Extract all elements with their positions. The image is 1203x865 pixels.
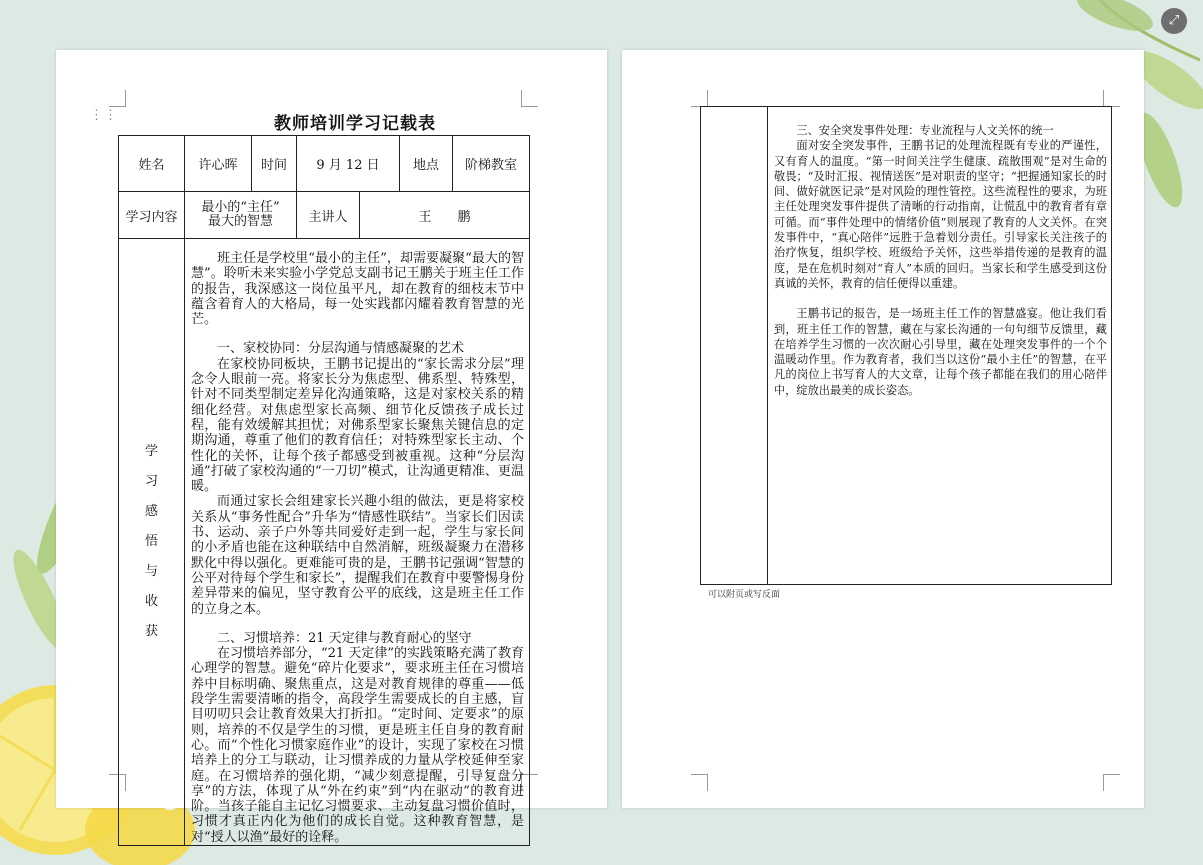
table-move-handle-icon[interactable]: ⋮⋮ <box>90 108 118 123</box>
crop-mark <box>1103 774 1120 791</box>
document-page-2 <box>622 50 1144 808</box>
reflection-char: 悟 <box>144 533 158 549</box>
paragraph: 王鹏书记的报告，是一场班主任工作的智慧盛宴。他让我们看到，班主任工作的智慧，藏在与家长沟通的一句句细节反馈里，藏在培养学生习惯的一次次耐心引导里，藏在处理突发事件的一个个温暖动作里。作为教育者，我们当以这份“最小主任”的智慧，在平凡的岗位上书写育人的大文章，让每个孩子都能在我们的用心陪伴中，绽放出最美的成长姿态。 <box>774 307 1107 397</box>
expand-icon[interactable]: ⤢ <box>1161 8 1187 34</box>
name-value[interactable]: 许心晖 <box>185 136 252 192</box>
footnote: 可以附页或写反面 <box>708 590 781 600</box>
place-label: 地点 <box>400 136 453 192</box>
crop-mark <box>109 90 126 107</box>
reflection-char: 习 <box>144 473 158 489</box>
crop-mark <box>691 774 708 791</box>
crop-mark <box>521 90 538 107</box>
reflection-body[interactable] <box>185 239 530 846</box>
crop-mark <box>1103 90 1120 107</box>
speaker-value[interactable]: 王 鹏 <box>360 192 530 239</box>
section-heading: 三、安全突发事件处理：专业流程与人文关怀的统一 <box>796 124 1054 137</box>
paragraph: 在习惯培养部分，“21 天定律”的实践策略充满了教育心理学的智慧。避免“碎片化要求”，要求班主任在习惯培养中目标明确、聚焦重点，这是对教育规律的尊重——低段学生需要清晰的指令，高段学生需要成长的自主感，盲目叨叨只会让教育效果大打折扣。“定时间、定要求”的原则，培养的不仅是学生的习惯，更是班主任自身的教育耐心。而“个性化习惯家庭作业”的设计，实现了家校在习惯培养上的分工与联动，让习惯养成的力量从学校延伸至家庭。在习惯培养的强化期，“减少刻意提醒，引导复盘分享”的方法，体现了从“外在约束”到“内在驱动”的教育进阶。当孩子能自主记忆习惯要求、主动复盘习惯价值时，习惯才真正内化为他们的成长自觉。这种教育智慧，是对“授人以渔”最好的诠释。 <box>191 646 524 845</box>
reflection-char: 与 <box>144 563 158 579</box>
time-value[interactable]: 9 月 12 日 <box>297 136 400 192</box>
name-label: 姓名 <box>119 136 185 192</box>
form-title: 教师培训学习记载表 <box>274 114 436 134</box>
document-page-1 <box>56 50 607 845</box>
topic-line-2: 最大的智慧 <box>207 214 273 229</box>
speaker-label: 主讲人 <box>297 192 360 239</box>
record-table-continued <box>700 106 1112 585</box>
topic-line-1: 最小的“主任” <box>201 200 280 215</box>
place-value[interactable]: 阶梯教室 <box>453 136 530 192</box>
reflection-body-continued[interactable] <box>768 107 1112 585</box>
content-label: 学习内容 <box>119 192 185 239</box>
record-table <box>118 135 530 846</box>
section-heading: 二、习惯培养：21 天定律与教育耐心的坚守 <box>217 630 472 646</box>
paragraph: 在家校协同板块，王鹏书记提出的“家长需求分层”理念令人眼前一亮。将家长分为焦虑型、佛系型、特殊型，针对不同类型制定差异化沟通策略，这是对家校关系的精细化经营。对焦虑型家长高频、细节化反馈孩子成长过程，能有效缓解其担忧；对佛系型家长聚焦关键信息的定期沟通，尊重了他们的教育信任；对特殊型家长主动、个性化的关怀，让每个孩子都感受到被重视。这种“分层沟通”打破了家校沟通的“一刀切”模式，让沟通更精准、更温暖。 <box>191 356 524 495</box>
paragraph: 而通过家长会组建家长兴趣小组的做法，更是将家校关系从“事务性配合”升华为“情感性联结”。当家长们因读书、运动、亲子户外等共同爱好走到一起，学生与家长间的小矛盾也能在这种联结中自然消解，班级凝聚力在潜移默化中得以强化。更难能可贵的是，王鹏书记强调“智慧的公平对待每个学生和家长”，提醒我们在教育中要警惕身份差异带来的偏见，坚守教育公平的底线，这是班主任工作的立身之本。 <box>191 494 524 617</box>
crop-mark <box>691 90 708 107</box>
time-label: 时间 <box>252 136 297 192</box>
reflection-char: 获 <box>144 623 158 639</box>
reflection-label-cell <box>701 107 768 585</box>
reflection-char: 学 <box>144 443 158 459</box>
paragraph: 班主任是学校里“最小的主任”，却需要凝聚“最大的智慧”。聆听未来实验小学党总支副书记王鹏关于班主任工作的报告，我深感这一岗位虽平凡，却在教育的细枝末节中蕴含着育人的大格局，每一处实践都闪耀着教育智慧的光芒。 <box>191 251 524 328</box>
topic-value[interactable] <box>185 192 297 239</box>
reflection-label <box>119 239 185 846</box>
paragraph: 面对安全突发事件，王鹏书记的处理流程既有专业的严谨性，又有育人的温度。“第一时间关注学生健康、疏散围观”是对生命的敬畏；“及时汇报、视情送医”是对职责的坚守；“把握通知家长的时间、做好就医记录”是对风险的理性管控。这些流程性的要求，为班主任处理突发事件提供了清晰的行动指南，让慌乱中的教育者有章可循。而“事件处理中的情绪价值”则展现了教育的人文关怀。在突发事件中，“真心陪伴”远胜于急着划分责任。引导家长关注孩子的治疗恢复，组织学校、班级给予关怀，这些举措传递的是教育的温度，是在危机时刻对“育人”本质的回归。当家长和学生感受到这份真诚的关怀，教育的信任便得以重建。 <box>774 139 1107 290</box>
reflection-char: 感 <box>144 503 158 519</box>
reflection-char: 收 <box>144 593 158 609</box>
section-heading: 一、家校协同：分层沟通与情感凝聚的艺术 <box>217 341 465 357</box>
